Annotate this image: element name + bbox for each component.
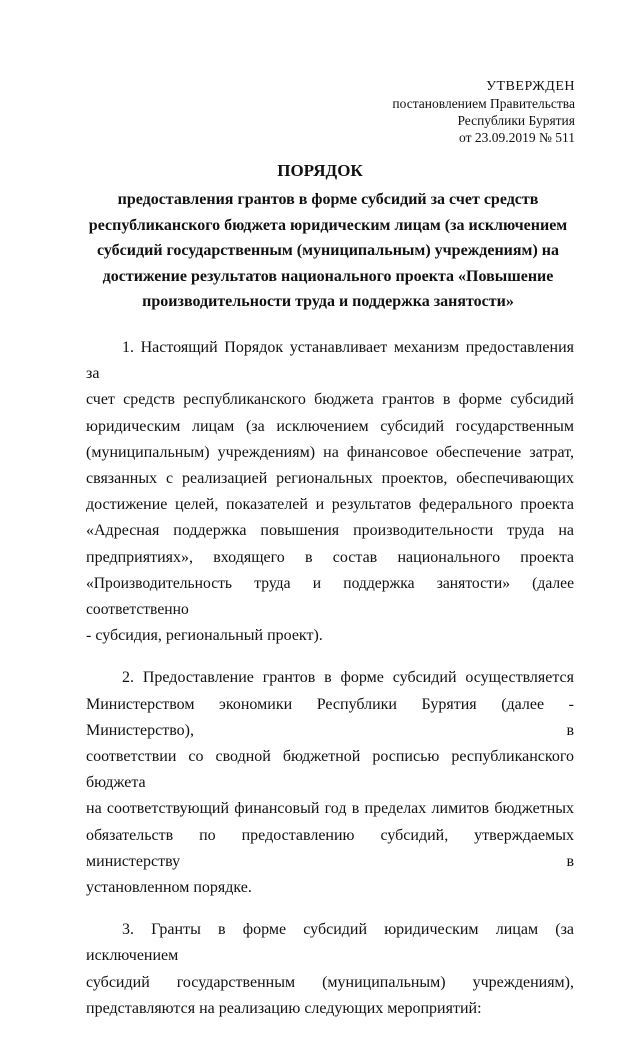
paragraph-line: установленном порядке.	[86, 879, 252, 897]
paragraph-line: соответствии со сводной бюджетной росписью республиканского бюджета	[86, 748, 574, 792]
paragraph-3	[86, 917, 574, 1022]
subtitle-line: достижение результатов национального проекта «Повышение	[102, 267, 554, 285]
subtitle-line: республиканского бюджета юридическим лицам (за исключением	[88, 216, 568, 234]
subtitle-line: производительности труда и поддержка занятости»	[142, 293, 514, 310]
approval-title: УТВЕРЖДЕН	[486, 79, 575, 94]
approval-line-3: от 23.09.2019 № 511	[459, 130, 575, 145]
subtitle-line: предоставления грантов в форме субсидий за счет средств	[117, 191, 539, 208]
paragraph-2	[86, 665, 574, 901]
approval-line-1: постановлением Правительства	[392, 96, 575, 111]
paragraph-1	[86, 335, 574, 649]
paragraph-line: - субсидия, региональный проект).	[86, 627, 323, 645]
paragraph-line: связанных с реализацией региональных проектов, обеспечивающих	[86, 470, 574, 488]
paragraph-line: 3. Гранты в форме субсидий юридическим лицам (за исключением	[86, 921, 574, 965]
document-body	[86, 335, 574, 1038]
paragraph-line: на соответствующий финансовый год в пределах лимитов бюджетных	[86, 800, 574, 818]
paragraph-line: счет средств республиканского бюджета грантов в форме субсидий	[86, 391, 574, 409]
paragraph-line: «Адресная поддержка повышения производительности труда на	[86, 522, 574, 540]
document-subtitle	[78, 187, 578, 315]
paragraph-line: субсидий государственным (муниципальным) учреждениям),	[86, 973, 574, 991]
paragraph-line: 1. Настоящий Порядок устанавливает механизм предоставления за	[86, 339, 574, 383]
paragraph-line: обязательств по предоставлению субсидий, утверждаемых министерству в	[86, 826, 574, 870]
paragraph-line: Министерством экономики Республики Бурятия (далее - Министерство), в	[86, 695, 574, 739]
paragraph-line: (муниципальным) учреждениям) на финансовое обеспечение затрат,	[86, 443, 574, 461]
subtitle-line: субсидий государственным (муниципальным) учреждениям) на	[97, 242, 559, 259]
paragraph-line: представляются на реализацию следующих мероприятий:	[86, 999, 482, 1017]
document-title: ПОРЯДОК	[277, 161, 363, 180]
paragraph-line: юридическим лицам (за исключением субсидий государственным	[86, 417, 574, 435]
paragraph-line: предприятиях», входящего в состав национального проекта	[86, 548, 574, 566]
approval-line-2: Республики Бурятия	[457, 113, 575, 128]
paragraph-line: 2. Предоставление грантов в форме субсидий осуществляется	[122, 669, 574, 687]
paragraph-line: достижение целей, показателей и результатов федерального проекта	[86, 496, 574, 514]
approval-stamp	[392, 78, 575, 146]
paragraph-line: «Производительность труда и поддержка занятости» (далее соответственно	[86, 574, 574, 619]
